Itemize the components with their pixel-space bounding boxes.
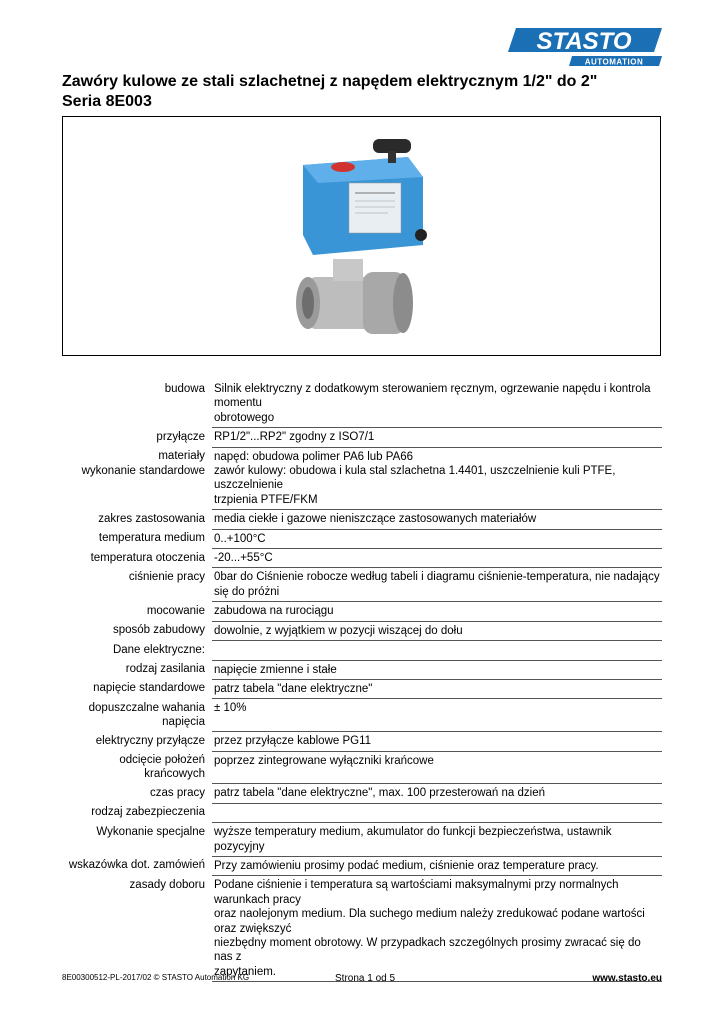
spec-value bbox=[212, 732, 662, 751]
spec-label bbox=[62, 751, 212, 784]
spec-label bbox=[62, 428, 212, 447]
spec-label bbox=[62, 568, 212, 602]
spec-label-line: dopuszczalne wahania bbox=[88, 701, 205, 714]
spec-label-line: mocowanie bbox=[146, 604, 205, 617]
spec-label-line: sposób zabudowy bbox=[112, 624, 205, 637]
spec-label-line: czas pracy bbox=[150, 786, 205, 799]
spec-value-line: trzpienia PTFE/FKM bbox=[214, 493, 318, 506]
product-photo bbox=[63, 117, 662, 357]
spec-value bbox=[212, 447, 662, 510]
spec-value-line: zabudowa na rurociągu bbox=[214, 605, 334, 618]
spec-value-line: Podane ciśnienie i temperatura są wartościami maksymalnymi przy normalnych warunkach pracy bbox=[214, 879, 619, 906]
position-indicator bbox=[331, 162, 355, 172]
spec-label bbox=[62, 602, 212, 621]
spec-value bbox=[212, 856, 662, 875]
spec-row bbox=[62, 823, 662, 857]
footer-doc-id: 8E00300512-PL-2017/02 © STASTO Automation KG bbox=[62, 973, 250, 982]
spec-value-line: przez przyłącze kablowe PG11 bbox=[214, 735, 372, 748]
spec-label bbox=[62, 529, 212, 548]
spec-value bbox=[212, 510, 662, 529]
spec-label-line: wskazówka dot. zamówień bbox=[68, 859, 205, 872]
spec-label bbox=[62, 621, 212, 640]
spec-value bbox=[212, 699, 662, 732]
spec-label-line: napięcia bbox=[162, 716, 205, 729]
valve-port-right bbox=[393, 273, 413, 333]
spec-value bbox=[212, 876, 662, 982]
spec-value-line: patrz tabela "dane elektryczne" bbox=[214, 682, 373, 695]
spec-row bbox=[62, 447, 662, 510]
spec-value-line: poprzez zintegrowane wyłączniki krańcowe bbox=[214, 754, 434, 767]
spec-value-line: niezbędny moment obrotowy. W przypadkach szczególnych prosimy zwracać się do nas z bbox=[214, 937, 641, 964]
spec-value bbox=[212, 784, 662, 803]
spec-value-line: wyższe temperatury medium, akumulator do funkcji bezpieczeństwa, ustawnik pozycyjny bbox=[214, 826, 612, 853]
spec-label-line: napięcie standardowe bbox=[93, 682, 205, 695]
spec-label bbox=[62, 679, 212, 698]
spec-label-line: materiały bbox=[158, 450, 205, 463]
title-line-2: Seria 8E003 bbox=[62, 93, 152, 110]
spec-value-line bbox=[214, 643, 662, 657]
stasto-logo bbox=[504, 26, 664, 68]
spec-label-line: temperatura medium bbox=[98, 532, 205, 545]
spec-value bbox=[212, 803, 662, 822]
spec-row bbox=[62, 856, 662, 875]
spec-label-line: elektryczny przyłącze bbox=[95, 734, 205, 747]
spec-value-line: oraz naolejonym medium. Dla suchego medium należy zredukować podane wartości oraz zwiększyć bbox=[214, 908, 645, 935]
spec-label bbox=[62, 784, 212, 803]
spec-label-line: ciśnienie pracy bbox=[128, 570, 205, 583]
spec-label bbox=[62, 660, 212, 679]
spec-label bbox=[62, 876, 212, 982]
spec-value bbox=[212, 529, 662, 548]
spec-row bbox=[62, 568, 662, 602]
manual-handle bbox=[373, 139, 411, 153]
spec-table bbox=[62, 380, 662, 982]
spec-value-line: -20...+55°C bbox=[214, 552, 273, 565]
spec-value-line: zawór kulowy: obudowa i kula stal szlachetna 1.4401, uszczelnienie kuli PTFE, uszczelnienie bbox=[214, 465, 616, 492]
spec-value-line: Silnik elektryczny z dodatkowym sterowaniem ręcznym, ogrzewanie napędu i kontrola momentu bbox=[214, 383, 651, 410]
page-title bbox=[62, 72, 597, 112]
spec-label-line: temperatura otoczenia bbox=[90, 551, 205, 564]
valve-stem bbox=[333, 259, 363, 281]
spec-value-line: 0..+100°C bbox=[214, 532, 266, 545]
spec-label bbox=[62, 856, 212, 875]
spec-value bbox=[212, 621, 662, 640]
spec-row bbox=[62, 803, 662, 822]
spec-value-line: napięcie zmienne i stałe bbox=[214, 663, 337, 676]
spec-label bbox=[62, 699, 212, 732]
spec-row bbox=[62, 529, 662, 548]
spec-label bbox=[62, 447, 212, 510]
spec-row bbox=[62, 549, 662, 568]
spec-row bbox=[62, 660, 662, 679]
cable-gland bbox=[415, 229, 427, 241]
spec-label bbox=[62, 732, 212, 751]
footer-page-number: Strona 1 od 5 bbox=[335, 973, 396, 984]
spec-label-line: Wykonanie specjalne bbox=[96, 825, 205, 838]
spec-value-line: ± 10% bbox=[214, 702, 247, 715]
spec-label bbox=[62, 549, 212, 568]
spec-value bbox=[212, 823, 662, 857]
spec-value-line bbox=[214, 806, 662, 820]
spec-row bbox=[62, 732, 662, 751]
spec-row bbox=[62, 751, 662, 784]
spec-label bbox=[62, 823, 212, 857]
spec-value bbox=[212, 602, 662, 621]
spec-row bbox=[62, 510, 662, 529]
spec-value-line: 0bar do Ciśnienie robocze według tabeli i diagramu ciśnienie-temperatura, nie nadający się do próżni bbox=[214, 571, 660, 598]
spec-value-line: napęd: obudowa polimer PA6 lub PA66 bbox=[214, 450, 414, 463]
logo-sub-text: AUTOMATION bbox=[584, 57, 644, 67]
spec-value-line: patrz tabela "dane elektryczne", max. 100 przesterowań na dzień bbox=[214, 787, 545, 800]
spec-label bbox=[62, 803, 212, 822]
spec-label-line: zakres zastosowania bbox=[98, 512, 205, 525]
spec-value bbox=[212, 660, 662, 679]
spec-label-line: Dane elektryczne: bbox=[112, 643, 205, 656]
spec-row bbox=[62, 602, 662, 621]
spec-label-line: budowa bbox=[164, 383, 205, 395]
title-line-1: Zawóry kulowe ze stali szlachetnej z napędem elektrycznym 1/2" do 2" bbox=[62, 73, 598, 90]
spec-row bbox=[62, 784, 662, 803]
spec-row bbox=[62, 428, 662, 447]
spec-value-line: media ciekłe i gazowe nieniszczące zastosowanych materiałów bbox=[214, 513, 537, 526]
spec-label-line: rodzaj zabezpieczenia bbox=[91, 806, 205, 819]
actuator-label-plate bbox=[349, 183, 401, 233]
spec-label bbox=[62, 510, 212, 529]
spec-value bbox=[212, 641, 662, 660]
spec-label-line: rodzaj zasilania bbox=[125, 663, 205, 675]
spec-row bbox=[62, 876, 662, 982]
spec-value-line: obrotowego bbox=[214, 411, 275, 424]
spec-value-line: RP1/2"...RP2" zgodny z ISO7/1 bbox=[214, 431, 375, 444]
spec-value bbox=[212, 428, 662, 447]
spec-value bbox=[212, 751, 662, 784]
spec-label bbox=[62, 380, 212, 428]
spec-row bbox=[62, 380, 662, 428]
spec-value-line: zapytaniem. bbox=[214, 965, 277, 978]
spec-value bbox=[212, 568, 662, 602]
footer-website-link[interactable]: www.stasto.eu bbox=[592, 973, 662, 984]
spec-label-line: wykonanie standardowe bbox=[81, 464, 205, 477]
spec-row bbox=[62, 699, 662, 732]
spec-value-line: Przy zamówieniu prosimy podać medium, ciśnienie oraz temperature pracy. bbox=[214, 859, 599, 872]
spec-label-line: przyłącze bbox=[156, 430, 205, 443]
spec-row bbox=[62, 641, 662, 660]
spec-value bbox=[212, 679, 662, 698]
spec-label-line: odcięcie położeń krańcowych bbox=[119, 754, 205, 781]
spec-label bbox=[62, 641, 212, 660]
spec-value bbox=[212, 380, 662, 428]
spec-row bbox=[62, 621, 662, 640]
spec-row bbox=[62, 679, 662, 698]
logo-brand-text: STASTO bbox=[536, 28, 632, 55]
spec-value bbox=[212, 549, 662, 568]
product-photo-frame bbox=[62, 116, 661, 356]
spec-label-line: zasady doboru bbox=[129, 878, 205, 891]
spec-value-line: dowolnie, z wyjątkiem w pozycji wiszącej do dołu bbox=[214, 624, 463, 637]
